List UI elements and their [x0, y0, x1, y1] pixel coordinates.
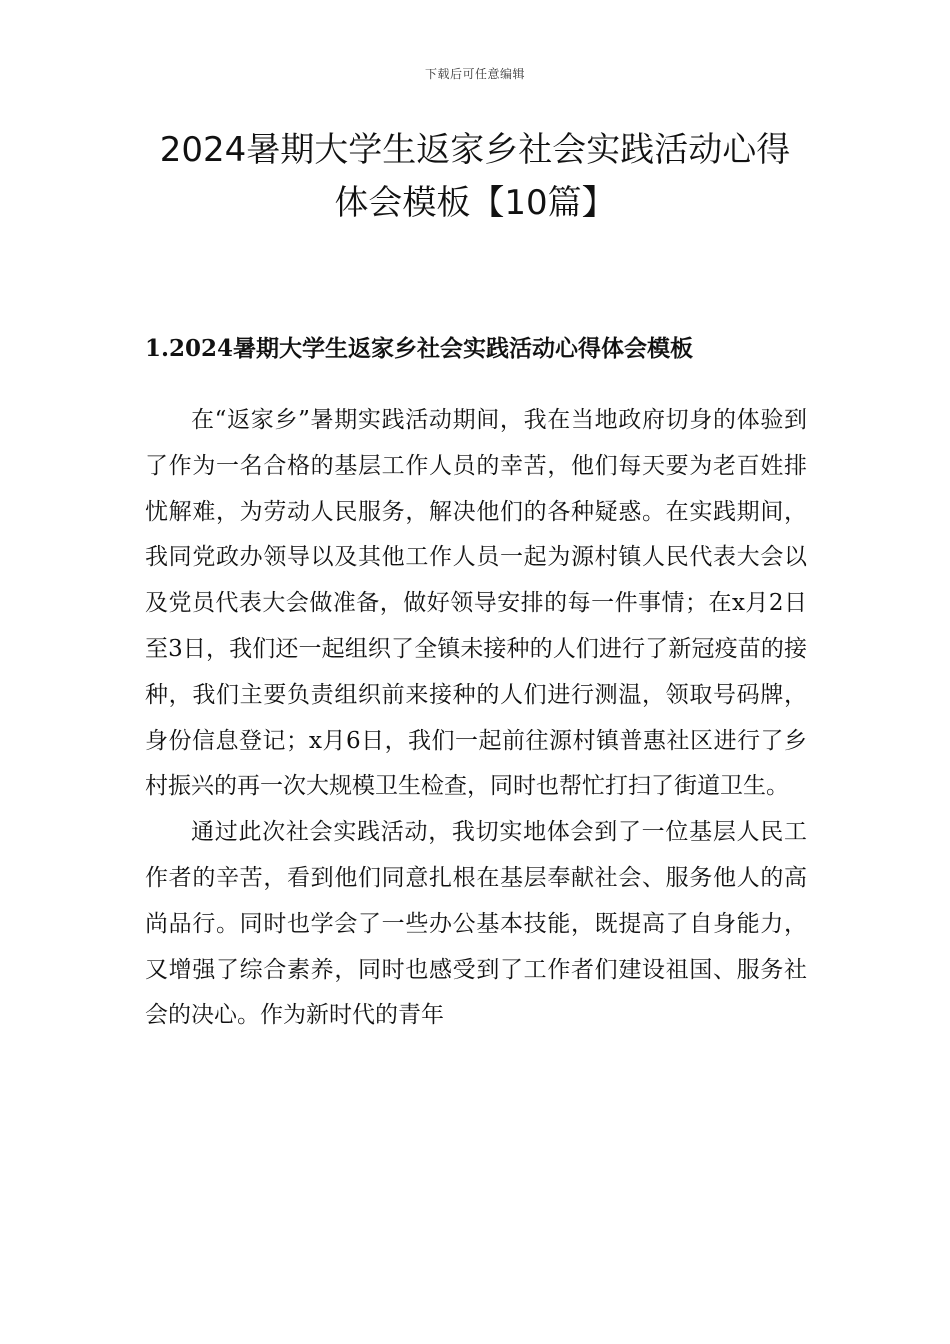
- header-note: 下载后可任意编辑: [424, 67, 525, 81]
- body-text: [145, 398, 807, 1039]
- section-heading: 1.2024暑期大学生返家乡社会实践活动心得体会模板: [145, 335, 694, 362]
- document-title: 2024暑期大学生返家乡社会实践活动心得体会模板【10篇】: [159, 130, 791, 223]
- paragraph-1: 在“返家乡”暑期实践活动期间，我在当地政府切身的体验到了作为一名合格的基层工作人员的幸苦，他们每天要为老百姓排忧解难，为劳动人民服务，解决他们的各种疑惑。在实践期间，我同党政办领导以及其他工作人员一起为源村镇人民代表大会以及党员代表大会做准备，做好领导安排的每一件事情；在x月2日至3日，我们还一起组织了全镇未接种的人们进行了新冠疫苗的接种，我们主要负责组织前来接种的人们进行测温，领取号码牌，身份信息登记；x月6日，我们一起前往源村镇普惠社区进行了乡村振兴的再一次大规模卫生检查，同时也帮忙打扫了街道卫生。: [145, 407, 807, 800]
- paragraph-2: 通过此次社会实践活动，我切实地体会到了一位基层人民工作者的辛苦，看到他们同意扎根在基层奉献社会、服务他人的高尚品行。同时也学会了一些办公基本技能，既提高了自身能力，又增强了综合素养，同时也感受到了工作者们建设祖国、服务社会的决心。作为新时代的青年: [145, 819, 807, 1029]
